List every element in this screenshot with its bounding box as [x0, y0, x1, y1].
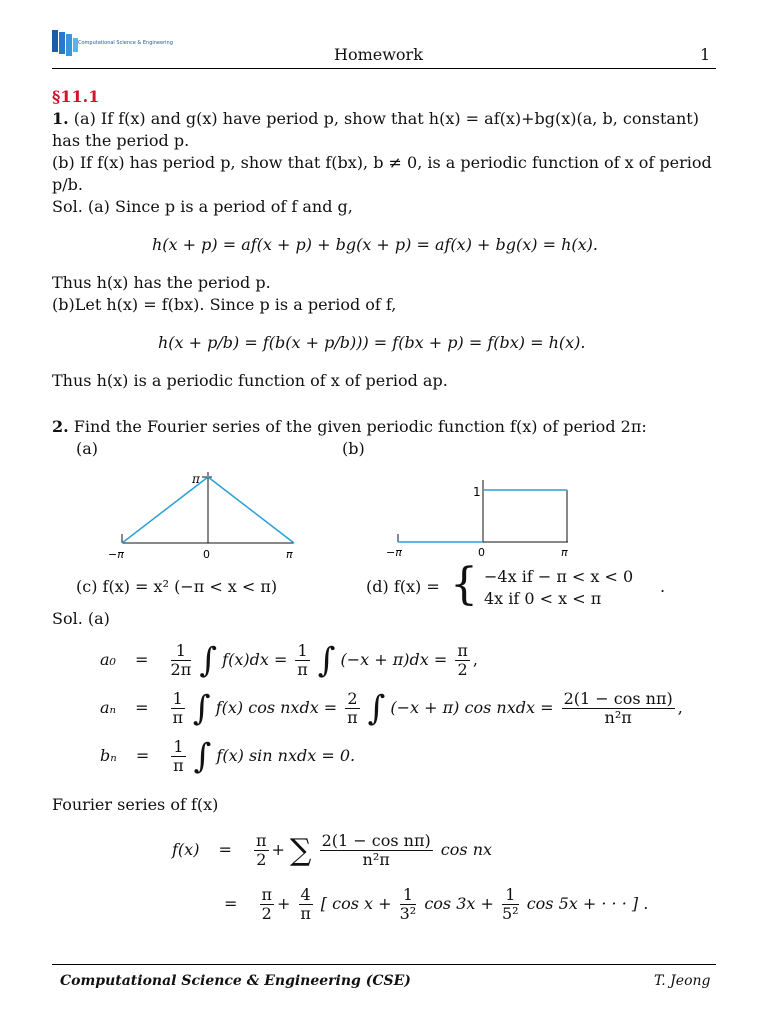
- section-title: §11.1: [52, 87, 100, 106]
- graph-a-top-label: π: [192, 472, 200, 486]
- fs2-frac-3: $\frac{1}{\text{3²}}$: [399, 885, 417, 923]
- fourier-series-line2: = $\frac{\pi}{2}$ + $\frac{4}{\pi}$ [ cos x + $\frac{1}{\text{3²}}$ cos 3x + $\frac{1}{\text{5²}}$ cos 5x + · · · ] .: [224, 885, 649, 923]
- footer-left: Computational Science & Engineering (CSE): [60, 973, 411, 989]
- equals-sign: =: [224, 894, 238, 913]
- problem1-part-b-line2: p/b.: [52, 175, 83, 194]
- summation-icon: ∑: [290, 833, 312, 868]
- graph-b-top-label: 1: [473, 485, 481, 499]
- fs-coef: $\frac{\text{2(1 − cos nπ)}}{\text{n²π}}$: [321, 831, 431, 869]
- equals-sign: =: [218, 840, 232, 859]
- footer-rule: [52, 964, 716, 965]
- fourier-intro: Fourier series of f(x): [52, 795, 219, 814]
- graph-a-mid-label: 0: [203, 548, 210, 561]
- problem2-part-d-end: .: [660, 577, 666, 596]
- equals-sign: =: [135, 746, 150, 765]
- fs-lhs: f(x): [172, 840, 200, 859]
- bn-fx: f(x) sin nxdx = 0.: [216, 746, 356, 765]
- equals-sign: =: [135, 650, 149, 669]
- an-frac2: $\frac{2}{\pi}$: [347, 689, 358, 727]
- fs2-frac-5: $\frac{1}{\text{5²}}$: [502, 885, 519, 923]
- bn-frac: $\frac{1}{\pi}$: [173, 737, 184, 775]
- fs2-four-pi: $\frac{4}{\pi}$: [300, 885, 311, 923]
- an-result: $\frac{\text{2(1 − cos nπ)}}{\text{n²π}}$: [563, 689, 673, 727]
- integral-sign-icon: ∫: [367, 688, 386, 729]
- bn-lhs: bₙ: [100, 746, 117, 765]
- problem2-sol-label: Sol. (a): [52, 609, 110, 628]
- integral-sign-icon: ∫: [317, 640, 336, 681]
- header-rule: [52, 68, 716, 69]
- fs2-end: cos 5x + · · · ] .: [526, 894, 649, 913]
- header-title: Homework: [334, 45, 423, 64]
- a0-equation: a₀ = $\frac{1}{2\pi}$ ∫ f(x)dx = $\frac{1}{\pi}$ ∫ (−x + π)dx = $\frac{\pi}{2}$ ,: [100, 640, 478, 681]
- fourier-series-line1: f(x) = $\frac{\pi}{2}$ + ∑ $\frac{\text{2(1 − cos nπ)}}{\text{n²π}}$ cos nx: [172, 831, 493, 869]
- fs2-mid: cos 3x +: [424, 894, 494, 913]
- a0-fx: f(x)dx =: [222, 650, 288, 669]
- footer-right: T. Jeong: [654, 973, 711, 989]
- graph-b: [380, 476, 590, 566]
- problem2-text: Find the Fourier series of the given periodic function f(x) of period 2π:: [73, 417, 647, 436]
- problem2-statement: [52, 416, 647, 438]
- problem1-sol-a-intro: Sol. (a) Since p is a period of f and g,: [52, 197, 353, 216]
- integral-sign-icon: ∫: [192, 688, 211, 729]
- integral-sign-icon: ∫: [199, 640, 218, 681]
- a0-frac: $\frac{1}{2\pi}$: [170, 641, 192, 679]
- problem2-label-a: (a): [76, 439, 99, 458]
- a0-rhs-end: (−x + π)dx =: [340, 650, 448, 669]
- a0-lhs: a₀: [100, 650, 116, 669]
- integral-sign-icon: ∫: [193, 736, 212, 777]
- an-lhs: aₙ: [100, 698, 117, 717]
- an-equation: aₙ = $\frac{1}{\pi}$ ∫ f(x) cos nxdx = $\frac{2}{\pi}$ ∫ (−x + π) cos nxdx = $\frac{\text{2(1 − cos nπ)}}{\text{n²π}}$ ,: [100, 688, 683, 729]
- bn-equation: [100, 738, 355, 775]
- graph-b-left-label: −π: [386, 546, 402, 559]
- an-frac: $\frac{1}{\pi}$: [172, 689, 183, 727]
- graph-b-mid-label: 0: [478, 546, 485, 559]
- a0-frac2: $\frac{1}{\pi}$: [297, 641, 308, 679]
- graph-b-right-label: π: [561, 546, 568, 559]
- logo-text: Computational Science & Engineering: [78, 40, 173, 46]
- fs2-pi-half: $\frac{\pi}{2}$: [261, 885, 273, 923]
- problem1-equation-a: h(x + p) = af(x + p) + bg(x + p) = af(x) + bg(x) = h(x).: [152, 235, 598, 254]
- problem1-part-a-line1: [52, 108, 699, 130]
- problem1-sol-a-end: Thus h(x) has the period p.: [52, 273, 271, 292]
- an-fx: f(x) cos nxdx =: [215, 698, 338, 717]
- page-number: 1: [700, 45, 711, 64]
- problem1-part-a-line2: has the period p.: [52, 131, 190, 150]
- fs-term: cos nx: [440, 840, 493, 859]
- part-d-brace: {: [450, 559, 478, 610]
- an-mid: (−x + π) cos nxdx =: [390, 698, 554, 717]
- fs2-start: [ cos x +: [320, 894, 392, 913]
- graph-a-right-label: π: [286, 548, 293, 561]
- cse-logo: [52, 28, 173, 64]
- problem2-number: 2.: [52, 417, 69, 436]
- problem1-part-a-text: (a) If f(x) and g(x) have period p, show that h(x) = af(x)+bg(x)(a, b, constant): [73, 109, 699, 128]
- problem2-part-d-case1: −4x if − π < x < 0: [484, 567, 634, 586]
- fs-pi-half: $\frac{\pi}{2}$: [256, 831, 267, 869]
- problem1-equation-b: h(x + p/b) = f(b(x + p/b))) = f(bx + p) = f(bx) = h(x).: [158, 333, 586, 352]
- problem1-number: 1.: [52, 109, 69, 128]
- problem1-sol-b-intro: (b)Let h(x) = f(bx). Since p is a period of f,: [52, 295, 397, 314]
- equals-sign: =: [135, 698, 149, 717]
- problem1-part-b-line1: (b) If f(x) has period p, show that f(bx), b ≠ 0, is a periodic function of x of period: [52, 153, 712, 172]
- problem1-sol-b-end: Thus h(x) is a periodic function of x of period ap.: [52, 371, 448, 390]
- problem2-part-d-label: (d) f(x) =: [366, 577, 440, 596]
- problem2-label-b: (b): [342, 439, 365, 458]
- problem2-part-c: (c) f(x) = x² (−π < x < π): [76, 577, 278, 596]
- a0-result: $\frac{\pi}{2}$: [457, 641, 468, 679]
- graph-a: [100, 466, 320, 566]
- problem2-part-d-case2: 4x if 0 < x < π: [484, 589, 602, 608]
- graph-a-left-label: −π: [108, 548, 124, 561]
